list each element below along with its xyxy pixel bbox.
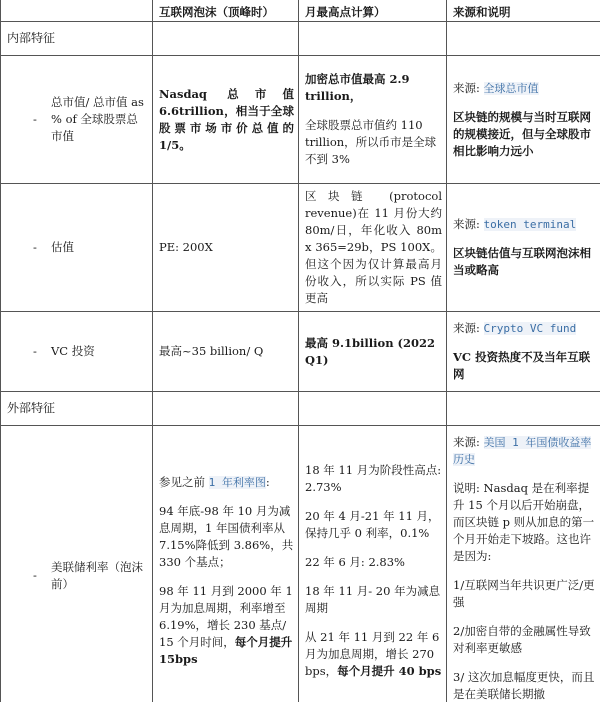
header-cell-empty xyxy=(1,0,153,22)
source-rates: 来源: 美国 1 年国债收益率历史 说明: Nasdaq 是在利率提升 15 个月以后开始崩盘，而区块链 p 则从加息的第一个月开始走下坡路。这也许是因为: 1/互联网当年共识更广泛/更强 2/加密自带的金融属性导致对利率更敏感 3/ 这次加息幅度更快，而且是在美联储长期撤 xyxy=(447,426,600,702)
row-label-vc: - VC 投资 xyxy=(1,312,153,392)
table-row-vc xyxy=(1,312,600,392)
row-label-rates: - 美联储利率（泡沫前） xyxy=(1,426,153,702)
row-label-valuation: - 估值 xyxy=(1,184,153,312)
row-label-market-cap: - 总市值/ 总市值 as % of 全球股票总市值 xyxy=(1,56,153,184)
header-source: 来源和说明 xyxy=(447,0,600,22)
source-link-rates[interactable]: 美国 1 年国债收益率历史 xyxy=(453,436,592,466)
source-link-market-cap[interactable]: 全球总市值 xyxy=(483,81,539,95)
source-vc: 来源: Crypto VC fund VC 投资热度不及当年互联网 xyxy=(447,312,600,392)
source-valuation: 来源: token terminal 区块链估值与互联网泡沫相当或略高 xyxy=(447,184,600,312)
source-market-cap: 来源: 全球总市值 区块链的规模与当时互联网的规模接近，但与全球股市相比影响力远小 xyxy=(447,56,600,184)
source-link-valuation[interactable]: token terminal xyxy=(483,218,577,231)
header-internet: 互联网泡沫（顶峰时） xyxy=(153,0,299,22)
section-title-internal: 内部特征 xyxy=(1,22,153,56)
crypto-vc: 最高 9.1billion (2022 Q1) xyxy=(299,312,447,392)
crypto-rates: 18 年 11 月为阶段性高点: 2.73% 20 年 4 月-21 年 11 月，保持几乎 0 利率，0.1% 22 年 6 月: 2.83% 18 年 11 月- 20 年为减息周期 从 21 年 11 月到 22 年 6 月为加息周期，增长 270 bps，每个月提升 40 bps xyxy=(299,426,447,702)
section-title-external: 外部特征 xyxy=(1,392,153,426)
table-row-rates xyxy=(1,426,600,702)
internet-vc: 最高~35 billion/ Q xyxy=(153,312,299,392)
section-row-internal xyxy=(1,22,600,56)
table-row-valuation xyxy=(1,184,600,312)
crypto-valuation: 区块链 (protocol revenue)在 11 月份大约 80m/日，年化收入 80m x 365=29b，PS 100X。但这个因为仅计算最高月份收入，所以实际 PS 值更高 xyxy=(299,184,447,312)
header-crypto: 月最高点计算） xyxy=(299,0,447,22)
rate-chart-link[interactable]: 1 年利率图 xyxy=(208,476,266,489)
internet-market-cap: Nasdaq 总市值 6.6trillion，相当于全球股票市场市价总值的 1/5。 xyxy=(153,56,299,184)
source-link-vc[interactable]: Crypto VC fund xyxy=(483,322,577,335)
internet-rates: 参见之前 1 年利率图: 94 年底-98 年 10 月为减息周期，1 年国债利率从 7.15%降低到 3.86%，共 330 个基点； 98 年 11 月到 2000 年 1 月为加息周期，利率增至 6.19%，增长 230 基点/ 15 个月时间，每个月提升 15bps xyxy=(153,426,299,702)
crypto-market-cap: 加密总市值最高 2.9 trillion， 全球股票总市值约 110 trillion，所以币市是全球不到 3% xyxy=(299,56,447,184)
table-row-market-cap xyxy=(1,56,600,184)
header-row xyxy=(1,0,600,22)
internet-valuation: PE: 200X xyxy=(153,184,299,312)
section-row-external xyxy=(1,392,600,426)
